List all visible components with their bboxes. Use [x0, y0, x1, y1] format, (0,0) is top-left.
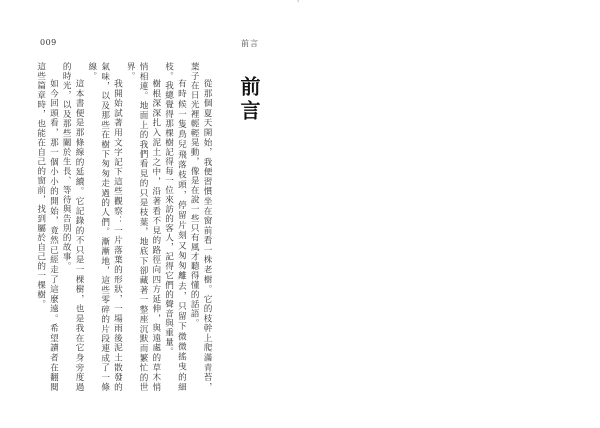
vertical-text-block — [34, 62, 264, 392]
running-head: 前言 — [241, 39, 259, 48]
right-page-blank — [300, 0, 600, 428]
chapter-title: 前言 — [237, 76, 261, 124]
top-mark: ' — [297, 0, 300, 8]
paragraph-3: 樹根深深扎入泥土之中，沿著看不見的路徑向四方延伸，與遠處的草木悄悄相連。地面上的我們看見的只是枝葉，地底下卻藏著一整座沉默而繁忙的世界。 — [125, 62, 161, 392]
paragraph-5: 這本書便是那條線的延續。它記錄的不只是一棵樹，也是我在它身旁度過的時光，以及那些關於生長、等待與告別的故事。 — [61, 62, 85, 392]
paragraph-4: 我開始試著用文字記下這些觀察：一片落葉的形狀，一場雨後泥土散發的氣味，以及那些在樹下匆匆走過的人們。漸漸地，這些零碎的片段連成了一條線。 — [86, 62, 123, 392]
paragraph-1: 從那個夏天開始，我便習慣坐在窗前看一株老樹。它的枝幹上爬滿青苔，葉子在日光裡輕輕晃動，像是在說一些只有風才聽得懂的話語。 — [189, 62, 212, 392]
page-number: 009 — [40, 38, 57, 47]
paragraph-2: 有時候一隻鳥兒飛落枝頭，停留片刻又匆匆離去，只留下微微搖曳的細枝。我總覺得那棵樹記得每一位來訪的客人，記得它們的聲音與重量。 — [163, 62, 187, 392]
paragraph-6: 如今回頭看，那一個小小的開始，竟然已經走了這麼遠。希望讀者在翻閱這些篇章時，也能在自己的窗前，找到屬於自己的一棵樹。 — [35, 62, 59, 392]
